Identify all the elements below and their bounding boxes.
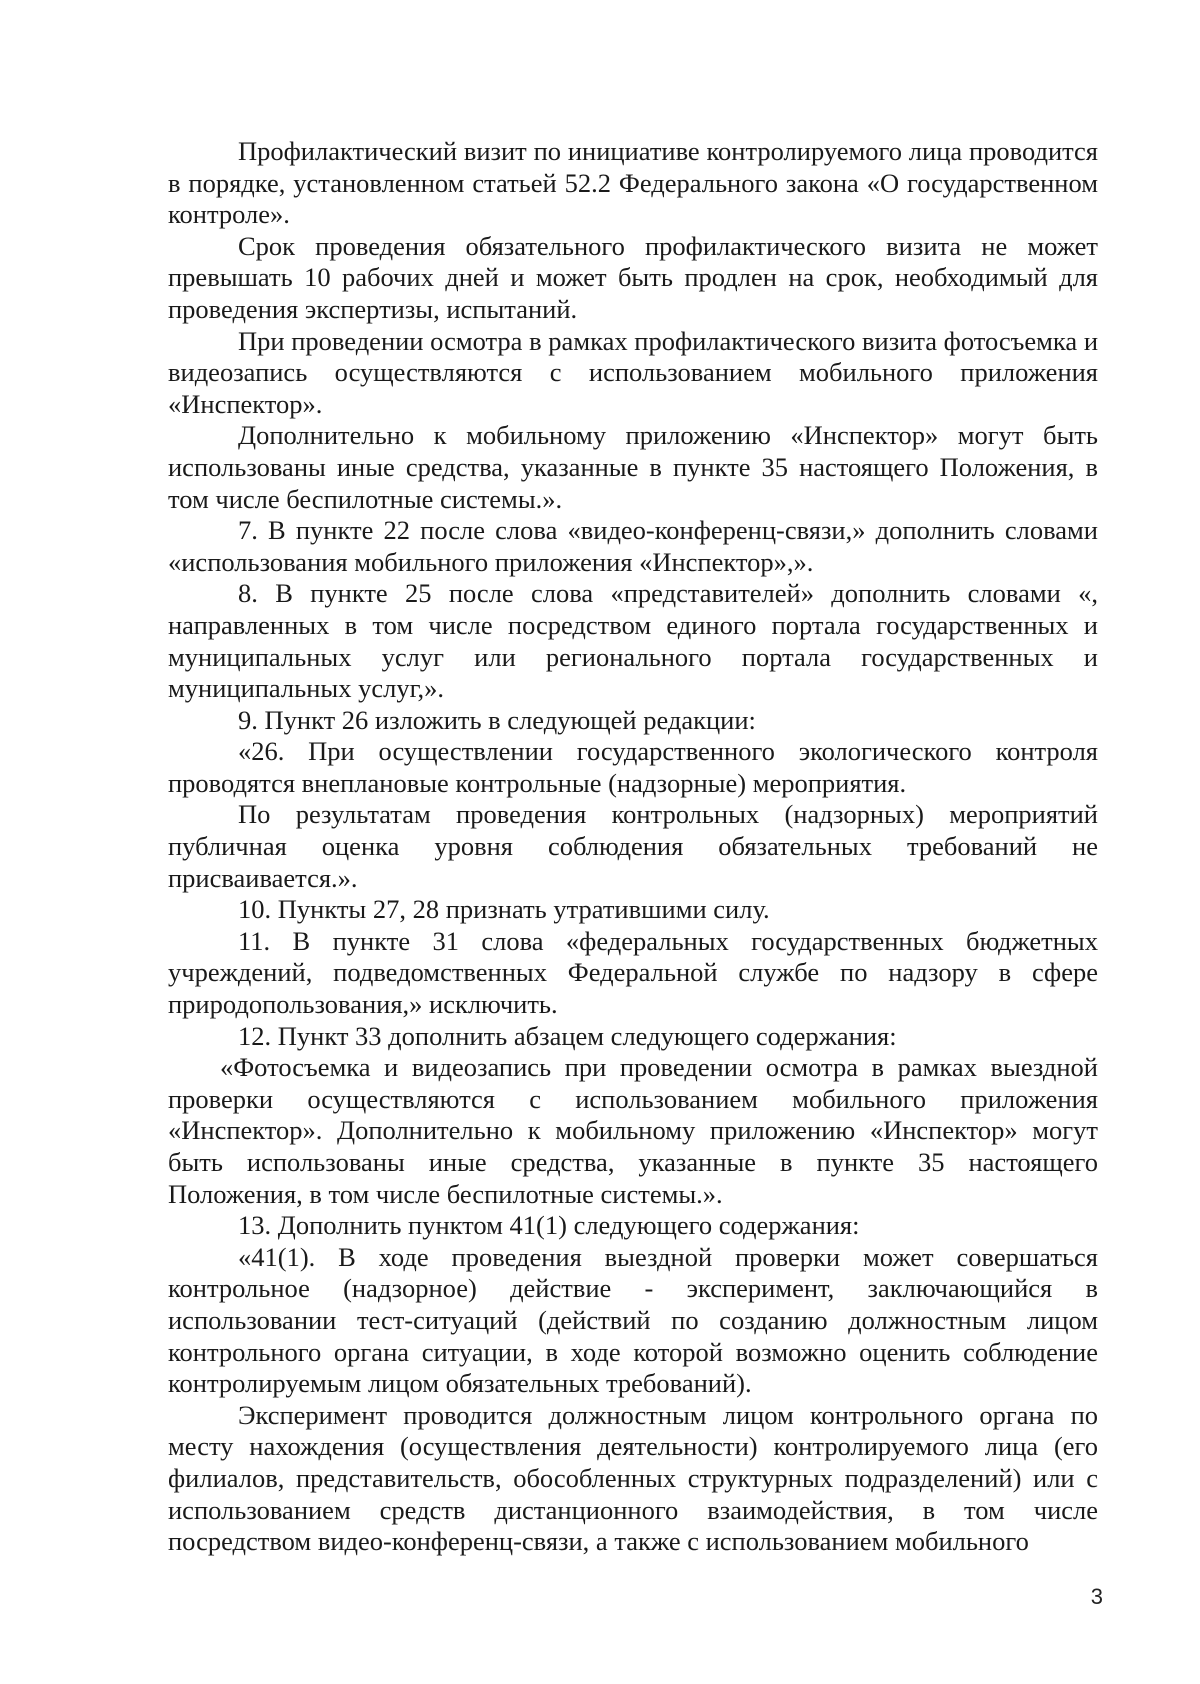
paragraph-1: Профилактический визит по инициативе контролируемого лица проводится в порядке, установленном статьей 52.2 Федерального закона «О государственном контроле».: [168, 136, 1098, 230]
document-body: [168, 136, 1098, 1558]
paragraph-8: «26. При осуществлении государственного экологического контроля проводятся внеплановые контрольные (надзорные) мероприятия.: [168, 736, 1098, 798]
paragraph-4: Дополнительно к мобильному приложению «Инспектор» могут быть использованы иные средства, указанные в пункте 35 настоящего Положения, в том числе беспилотные системы.».: [168, 420, 1098, 514]
page-number: 3: [1090, 1584, 1103, 1609]
paragraph-10: 10. Пункты 27, 28 признать утратившими силу.: [238, 894, 770, 925]
paragraph-7: 9. Пункт 26 изложить в следующей редакции:: [238, 704, 756, 735]
paragraph-9: По результатам проведения контрольных (надзорных) мероприятий публичная оценка уровня соблюдения обязательных требований не присваивается.».: [168, 799, 1098, 893]
paragraph-15: «41(1). В ходе проведения выездной проверки может совершаться контрольное (надзорное) действие - эксперимент, заключающийся в использовании тест-ситуаций (действий по созданию должностным лицом контрольного органа ситуации, в ходе которой возможно оценить соблюдение контролируемым лицом обязательных требований).: [168, 1241, 1098, 1399]
paragraph-11: 11. В пункте 31 слова «федеральных государственных бюджетных учреждений, подведомственных Федеральной службе по надзору в сфере природопользования,» исключить.: [168, 925, 1098, 1020]
paragraph-3: При проведении осмотра в рамках профилактического визита фотосъемка и видеозапись осуществляются с использованием мобильного приложения «Инспектор».: [168, 325, 1098, 419]
paragraph-6: 8. В пункте 25 после слова «представителей» дополнить словами «, направленных в том числе посредством единого портала государственных и муниципальных услуг или регионального портала государственных и муниципальных услуг,».: [168, 578, 1098, 704]
paragraph-2: Срок проведения обязательного профилактического визита не может превышать 10 рабочих дней и может быть продлен на срок, необходимый для проведения экспертизы, испытаний.: [168, 230, 1098, 324]
paragraph-5: 7. В пункте 22 после слова «видео-конференц-связи,» дополнить словами «использования мобильного приложения «Инспектор»,».: [168, 515, 1098, 577]
paragraph-16: Эксперимент проводится должностным лицом контрольного органа по месту нахождения (осуществления деятельности) контролируемого лица (его филиалов, представительств, обособленных структурных подразделений) или с использованием средств дистанционного взаимодействия, в том числе посредством видео-конференц-связи, а также с использованием мобильного: [168, 1399, 1098, 1557]
paragraph-14: 13. Дополнить пунктом 41(1) следующего содержания:: [238, 1210, 860, 1241]
paragraph-12: 12. Пункт 33 дополнить абзацем следующего содержания:: [238, 1020, 897, 1051]
paragraph-13: «Фотосъемка и видеозапись при проведении осмотра в рамках выездной проверки осуществляются с использованием мобильного приложения «Инспектор». Дополнительно к мобильному приложению «Инспектор» могут быть использованы иные средства, указанные в пункте 35 настоящего Положения, в том числе беспилотные системы.».: [168, 1052, 1098, 1209]
